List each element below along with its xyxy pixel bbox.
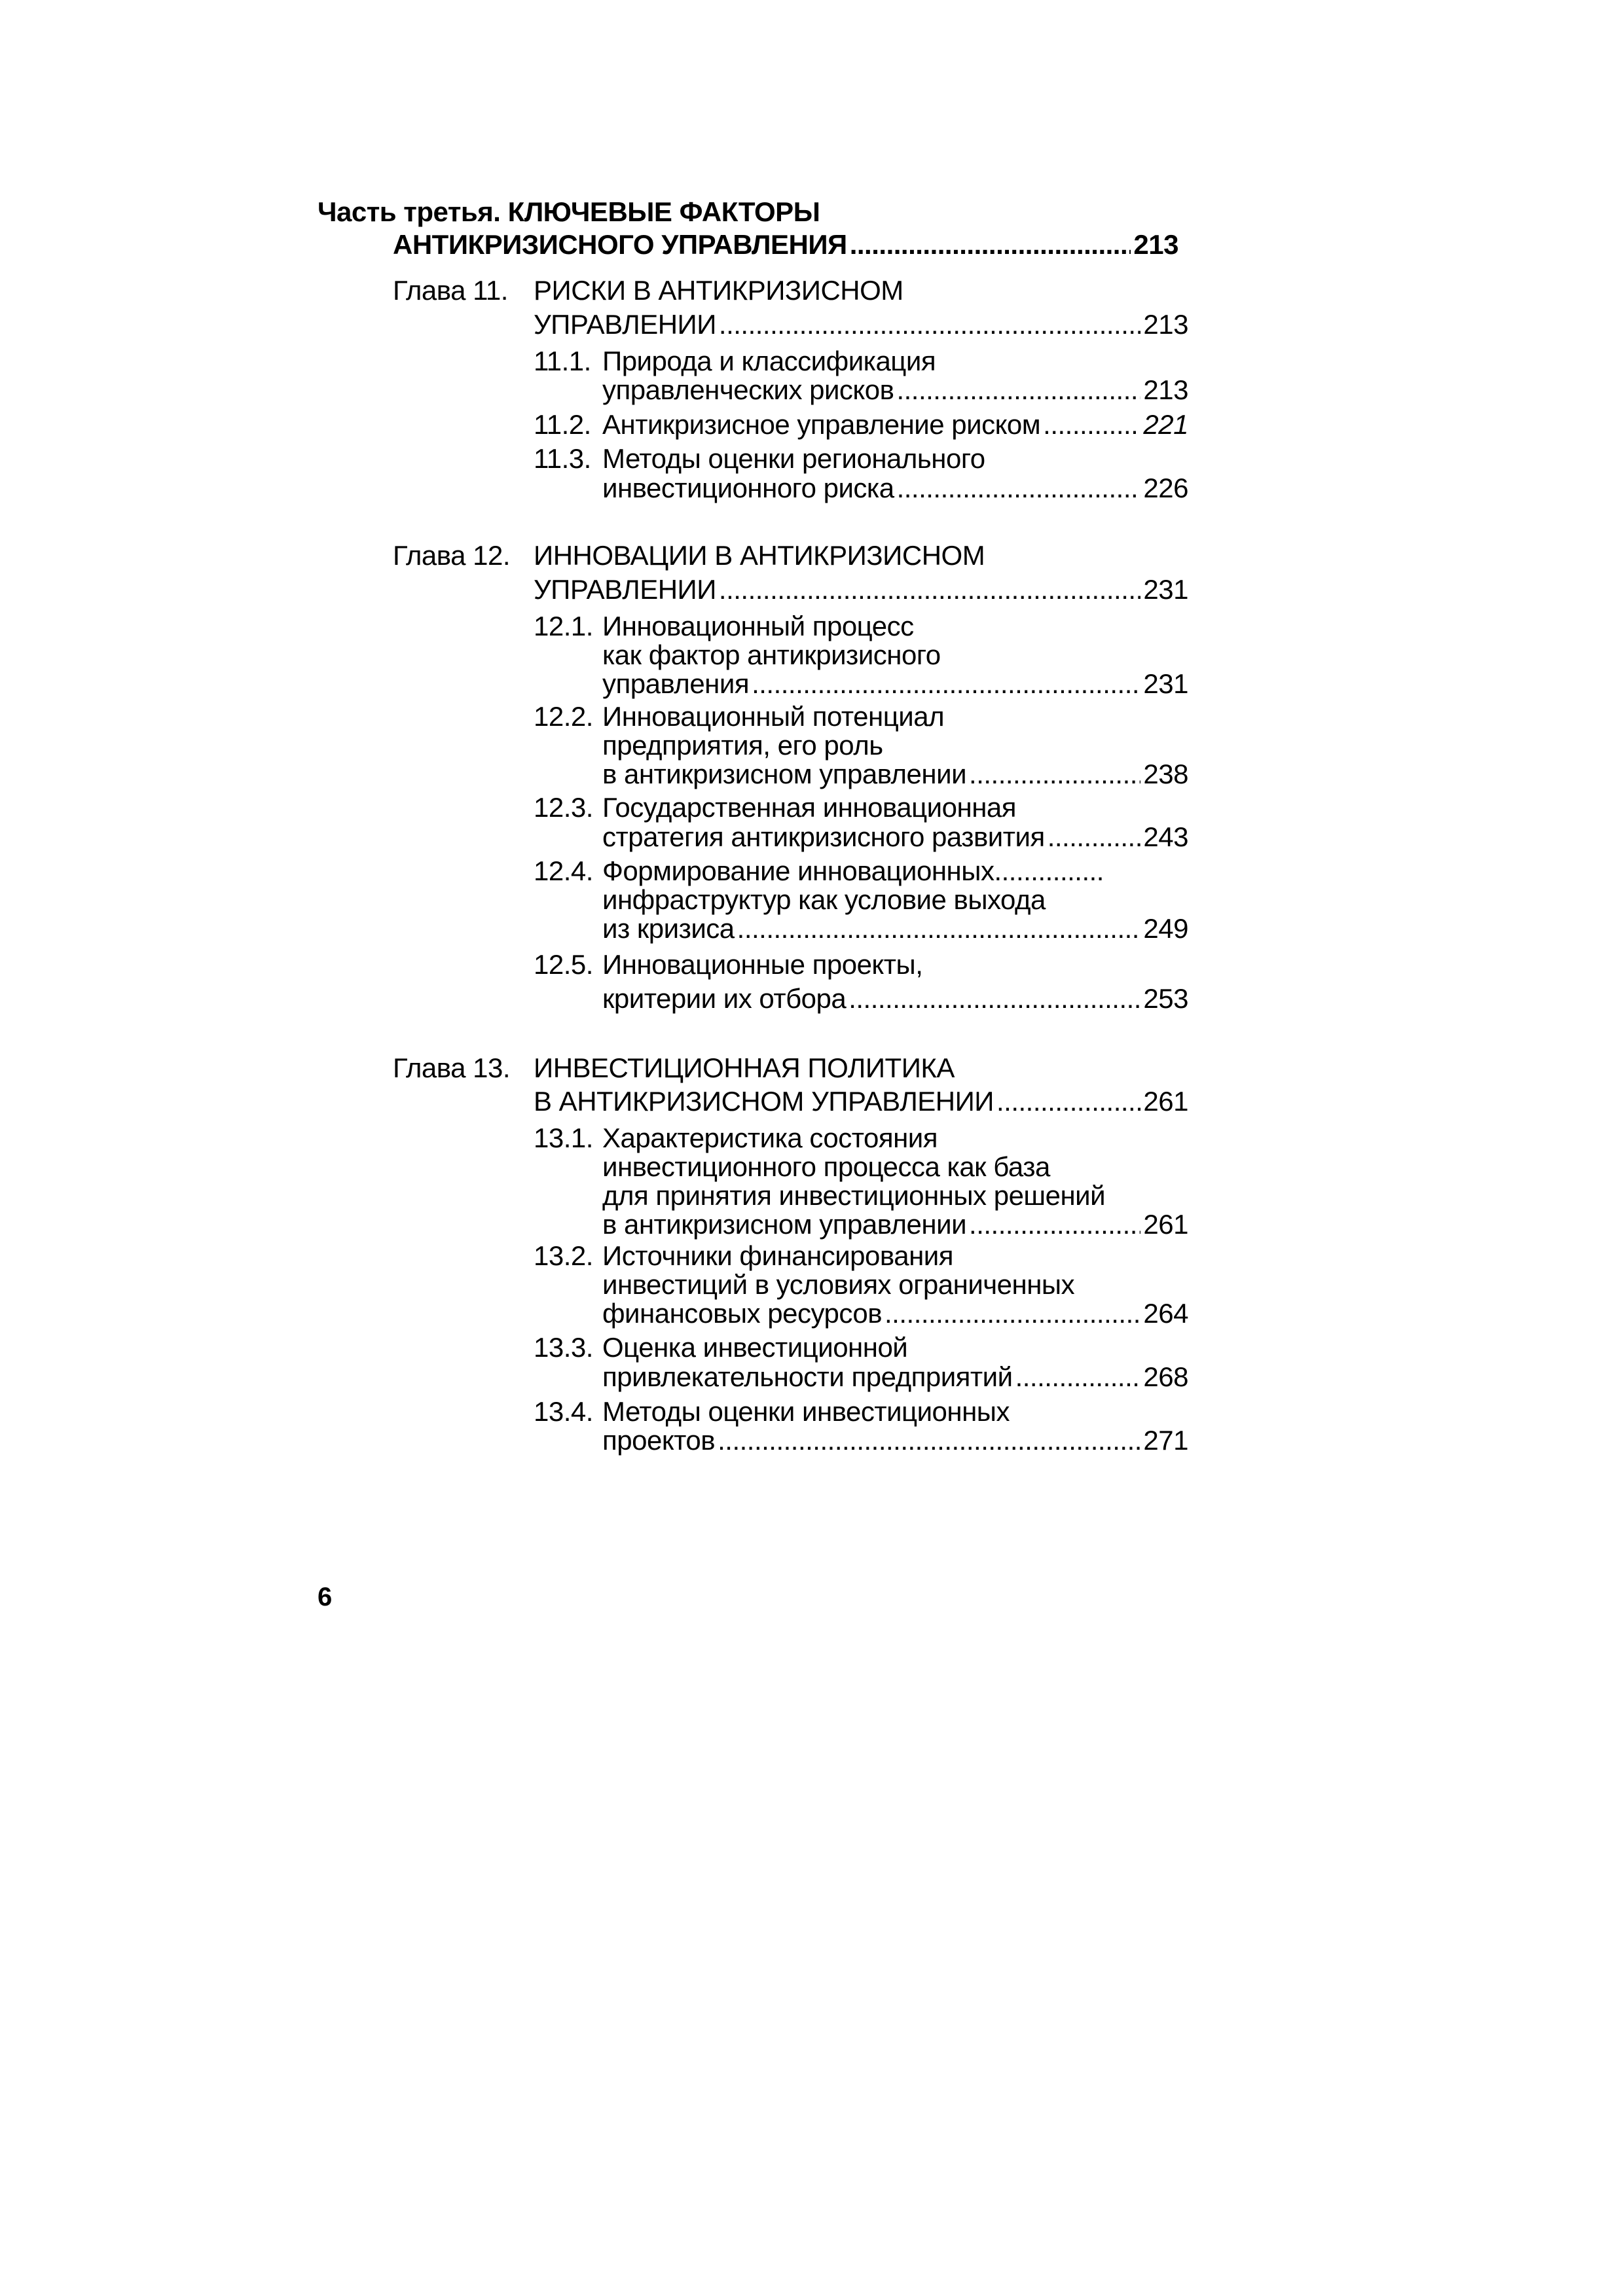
section-13-1-entry[interactable] — [602, 1209, 1188, 1240]
chapter-11-label: Глава 11. — [393, 275, 508, 306]
section-13-1-page: 261 — [1143, 1209, 1188, 1240]
section-12-3-entry[interactable] — [602, 821, 1188, 853]
section-13-4-line2: проектов — [602, 1425, 716, 1456]
part-label: Часть третья. — [318, 196, 501, 227]
section-11-1-num: 11.1. — [534, 346, 591, 376]
leader-dots — [752, 668, 1140, 700]
part-page: 213 — [1133, 229, 1178, 260]
section-13-1-line1: Характеристика состояния — [602, 1122, 938, 1153]
section-12-4-num: 12.4. — [534, 855, 593, 886]
leader-dots — [848, 983, 1140, 1014]
section-12-3-line1: Государственная инновационная — [602, 792, 1016, 823]
chapter-12-title-line1: ИННОВАЦИИ В АНТИКРИЗИСНОМ — [534, 540, 985, 571]
section-12-1-line2: как фактор антикризисного — [602, 639, 941, 670]
leader-dots — [969, 759, 1140, 790]
section-11-3-line1: Методы оценки регионального — [602, 443, 985, 474]
section-13-2-line1: Источники финансирования — [602, 1240, 953, 1271]
section-13-2-entry[interactable] — [602, 1298, 1188, 1329]
section-12-2-line1: Инновационный потенциал — [602, 701, 945, 732]
section-11-3-entry[interactable] — [602, 473, 1188, 504]
section-12-3-num: 12.3. — [534, 792, 593, 823]
leader-dots — [884, 1298, 1140, 1329]
leader-dots — [850, 229, 1131, 260]
section-12-1-line1: Инновационный процесс — [602, 611, 914, 641]
part-title-line1: КЛЮЧЕВЫЕ ФАКТОРЫ — [507, 196, 820, 227]
leader-dots — [718, 1425, 1140, 1456]
chapter-12-page: 231 — [1143, 574, 1188, 605]
section-12-4-line2: инфраструктур как условие выхода — [602, 884, 1046, 915]
section-12-4-line3: из кризиса — [602, 913, 735, 944]
chapter-13-label: Глава 13. — [393, 1052, 511, 1083]
section-12-1-page: 231 — [1143, 668, 1188, 699]
section-13-1-line2: инвестиционного процесса как база — [602, 1151, 1050, 1182]
section-13-4-page: 271 — [1143, 1425, 1188, 1456]
section-12-1-num: 12.1. — [534, 611, 593, 641]
page-number: 6 — [318, 1583, 333, 1611]
section-13-2-num: 13.2. — [534, 1240, 593, 1271]
section-12-2-page: 238 — [1143, 759, 1188, 789]
section-13-2-line2: инвестиций в условиях ограниченных — [602, 1269, 1075, 1300]
section-11-3-page: 226 — [1143, 473, 1188, 503]
section-12-2-num: 12.2. — [534, 701, 593, 732]
leader-dots — [1015, 1361, 1141, 1393]
section-11-3-num: 11.3. — [534, 443, 591, 474]
section-13-3-line1: Оценка инвестиционной — [602, 1332, 908, 1363]
chapter-13-entry[interactable] — [534, 1086, 1188, 1117]
section-13-2-line3: финансовых ресурсов — [602, 1298, 883, 1329]
section-12-4-page: 249 — [1143, 913, 1188, 944]
section-12-1-entry[interactable] — [602, 668, 1188, 700]
section-12-5-line2: критерии их отбора — [602, 983, 847, 1014]
section-13-4-num: 13.4. — [534, 1396, 593, 1427]
section-12-5-num: 12.5. — [534, 949, 593, 980]
leader-dots — [719, 309, 1141, 340]
section-12-3-page: 243 — [1143, 821, 1188, 852]
section-12-3-line2: стратегия антикризисного развития — [602, 821, 1045, 852]
section-12-5-page: 253 — [1143, 983, 1188, 1014]
section-11-1-page: 213 — [1143, 374, 1188, 405]
section-13-3-line2: привлекательности предприятий — [602, 1361, 1013, 1392]
leader-dots — [719, 574, 1141, 605]
section-11-2-line1: Антикризисное управление риском — [602, 409, 1041, 440]
section-13-2-page: 264 — [1143, 1298, 1188, 1329]
leader-dots — [1043, 409, 1140, 440]
section-12-5-entry[interactable] — [602, 983, 1188, 1014]
leader-dots — [969, 1209, 1140, 1240]
chapter-13-title-line1: ИНВЕСТИЦИОННАЯ ПОЛИТИКА — [534, 1052, 955, 1083]
leader-dots — [896, 374, 1140, 406]
leader-dots — [897, 473, 1141, 504]
section-13-3-entry[interactable] — [602, 1361, 1188, 1393]
section-12-2-line2: предприятия, его роль — [602, 730, 883, 761]
leader-dots — [996, 1086, 1140, 1117]
chapter-11-title-line1: РИСКИ В АНТИКРИЗИСНОМ — [534, 275, 903, 306]
chapter-11-title-line2: УПРАВЛЕНИИ — [534, 309, 716, 340]
section-11-2-page: 221 — [1143, 409, 1188, 440]
part-heading-line1 — [318, 196, 820, 228]
section-13-3-page: 268 — [1143, 1361, 1188, 1392]
section-13-3-num: 13.3. — [534, 1332, 593, 1363]
section-13-1-line3: для принятия инвестиционных решений — [602, 1180, 1106, 1211]
section-11-1-line1: Природа и классификация — [602, 346, 936, 376]
chapter-12-entry[interactable] — [534, 574, 1188, 605]
section-13-1-num: 13.1. — [534, 1122, 593, 1153]
section-12-5-line1: Инновационные проекты, — [602, 949, 923, 980]
leader-dots — [737, 913, 1141, 944]
section-11-1-entry[interactable] — [602, 374, 1188, 406]
chapter-11-entry[interactable] — [534, 309, 1188, 340]
section-12-4-entry[interactable] — [602, 913, 1188, 944]
section-12-1-line3: управления — [602, 668, 750, 699]
part-heading-line2[interactable] — [393, 229, 1178, 260]
chapter-13-title-line2: В АНТИКРИЗИСНОМ УПРАВЛЕНИИ — [534, 1086, 994, 1117]
chapter-11-page: 213 — [1143, 309, 1188, 340]
section-12-4-line1: Формирование инновационных............... — [602, 855, 1104, 886]
chapter-13-page: 261 — [1143, 1086, 1188, 1117]
section-13-4-line1: Методы оценки инвестиционных — [602, 1396, 1010, 1427]
section-11-2-entry[interactable] — [602, 409, 1188, 440]
section-12-2-line3: в антикризисном управлении — [602, 759, 967, 789]
section-11-1-line2: управленческих рисков — [602, 374, 894, 405]
section-11-2-num: 11.2. — [534, 409, 591, 440]
section-11-3-line2: инвестиционного риска — [602, 473, 894, 503]
chapter-12-title-line2: УПРАВЛЕНИИ — [534, 574, 716, 605]
section-13-4-entry[interactable] — [602, 1425, 1188, 1456]
leader-dots — [1048, 821, 1141, 853]
part-title-line2: АНТИКРИЗИСНОГО УПРАВЛЕНИЯ — [393, 229, 847, 260]
section-13-1-line4: в антикризисном управлении — [602, 1209, 967, 1240]
chapter-12-label: Глава 12. — [393, 540, 511, 571]
section-12-2-entry[interactable] — [602, 759, 1188, 790]
